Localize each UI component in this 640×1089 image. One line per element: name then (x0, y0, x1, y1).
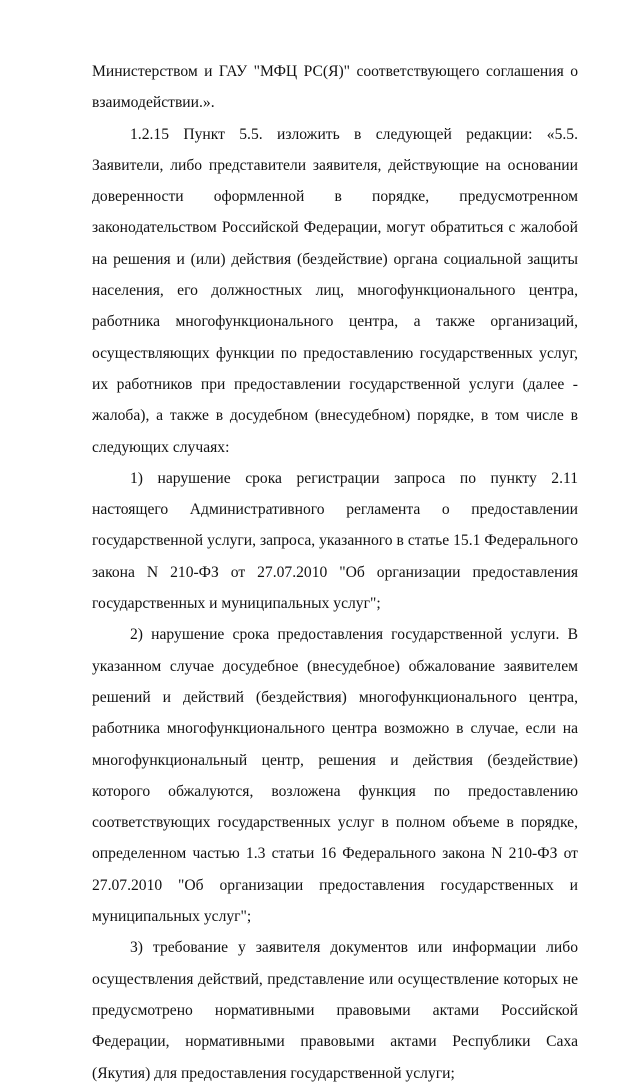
paragraph-continuation: Министерством и ГАУ "МФЦ РС(Я)" соответствующего соглашения о взаимодействии.». (92, 63, 578, 112)
paragraph-1-2-15: 1.2.15 Пункт 5.5. изложить в следующей редакции: «5.5. Заявители, либо представители заявителя, действующие на основании доверенности оформленной в порядке, предусмотренном законодательством Российской Федерации, могут обратиться с жалобой на решения и (или) действия (бездействие) органа социальной защиты населения, его должностных лиц, многофункционального центра, работника многофункционального центра, а также организаций, осуществляющих функции по предоставлению государственных услуг, их работников при предоставлении государственной услуги (далее - жалоба), а также в досудебном (внесудебном) порядке, в том числе в следующих случаях: (92, 125, 578, 456)
paragraph-case-3: 3) требование у заявителя документов или информации либо осуществления действий, представление или осуществление которых не предусмотрено нормативными правовыми актами Российской Федерации, нормативными правовыми актами Республики Саха (Якутия) для предоставления государственной услуги; (92, 939, 578, 1082)
paragraph-case-1: 1) нарушение срока регистрации запроса по пункту 2.11 настоящего Административного регламента о предоставлении государственной услуги, запроса, указанного в статье 15.1 Федерального закона N 210-ФЗ от 27.07.2010 "Об организации предоставления государственных и муниципальных услуг"; (92, 469, 578, 613)
paragraph-case-2: 2) нарушение срока предоставления государственной услуги. В указанном случае досудебное (внесудебное) обжалование заявителем решений и действий (бездействия) многофункционального центра, работника многофункционального центра возможно в случае, если на многофункциональный центр, решения и действия (бездействие) которого обжалуются, возложена функция по предоставлению соответствующих государственных услуг в полном объеме в порядке, определенном частью 1.3 статьи 16 Федерального закона N 210-ФЗ от 27.07.2010 "Об организации предоставления государственных и муниципальных услуг"; (92, 626, 578, 926)
document-body (92, 56, 578, 1089)
